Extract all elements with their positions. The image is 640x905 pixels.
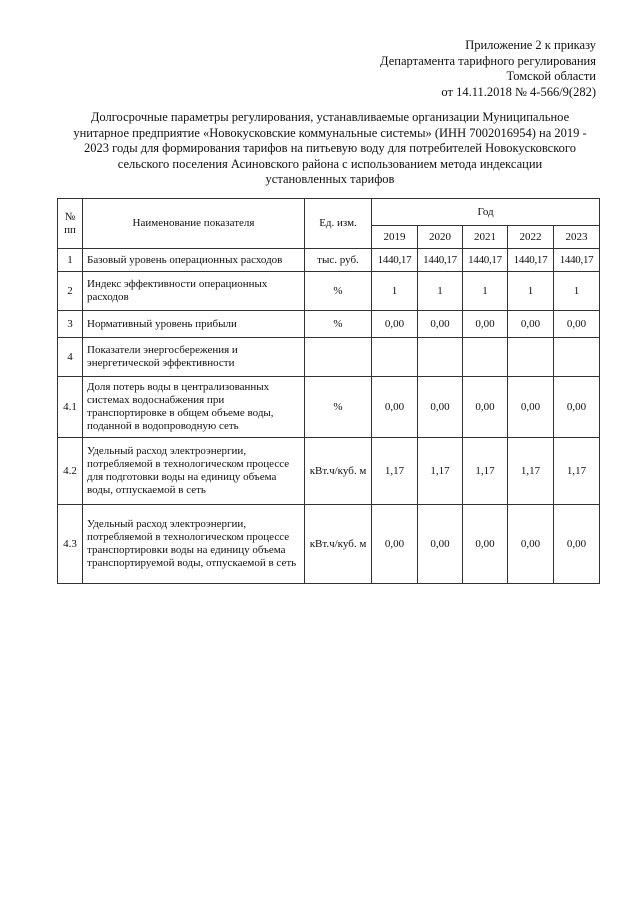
row-name: Удельный расход электроэнергии, потребляемой в технологическом процессе транспортировки воды на единицу объема транспортируемой воды, отпускаемой в сеть [83, 505, 305, 584]
row-name: Базовый уровень операционных расходов [83, 249, 305, 272]
row-value: 0,00 [508, 311, 554, 338]
row-value [418, 338, 463, 377]
header-unit: Ед. изм. [305, 199, 372, 249]
row-num: 4.3 [58, 505, 83, 584]
row-value: 1440,17 [372, 249, 418, 272]
row-value: 0,00 [463, 505, 508, 584]
table-row [58, 272, 600, 311]
row-value: 1 [372, 272, 418, 311]
appendix-line-1: Приложение 2 к приказу [465, 38, 596, 52]
row-name: Нормативный уровень прибыли [83, 311, 305, 338]
title-line-3: 2023 годы для формирования тарифов на питьевую воду для потребителей Новокусковского [84, 141, 576, 155]
row-value: 1 [554, 272, 600, 311]
title-line-2: унитарное предприятие «Новокусковские коммунальные системы» (ИНН 7002016954) на 2019 - [73, 125, 587, 140]
row-num: 3 [58, 311, 83, 338]
row-value: 1 [508, 272, 554, 311]
row-name: Показатели энергосбережения и энергетической эффективности [83, 338, 305, 377]
row-num: 4.1 [58, 377, 83, 438]
row-value [372, 338, 418, 377]
row-value: 1440,17 [508, 249, 554, 272]
row-value: 0,00 [372, 505, 418, 584]
table-row [58, 505, 600, 584]
row-value: 0,00 [554, 311, 600, 338]
row-value: 0,00 [508, 377, 554, 438]
row-value: 1 [463, 272, 508, 311]
header-year: Год [372, 199, 600, 226]
row-value: 1,17 [463, 438, 508, 505]
header-year-2020: 2020 [418, 226, 463, 249]
row-value: 0,00 [463, 377, 508, 438]
row-unit: кВт.ч/куб. м [305, 438, 372, 505]
title-line-5: установленных тарифов [265, 172, 395, 186]
row-value: 1 [418, 272, 463, 311]
table-row [58, 338, 600, 377]
row-unit [305, 338, 372, 377]
appendix-line-4: от 14.11.2018 № 4-566/9(282) [441, 84, 596, 99]
row-value: 1440,17 [554, 249, 600, 272]
row-value: 0,00 [372, 311, 418, 338]
row-name: Доля потерь воды в централизованных системах водоснабжения при транспортировке в общем объеме воды, поданной в водопроводную сеть [83, 377, 305, 438]
row-value: 0,00 [418, 377, 463, 438]
appendix-line-3: Томской области [506, 69, 596, 83]
header-year-2019: 2019 [372, 226, 418, 249]
row-name: Индекс эффективности операционных расходов [83, 272, 305, 311]
table-row [58, 249, 600, 272]
row-value: 1,17 [372, 438, 418, 505]
row-name: Удельный расход электроэнергии, потребляемой в технологическом процессе для подготовки воды на единицу объема воды, отпускаемой в сеть [83, 438, 305, 505]
row-value: 1440,17 [418, 249, 463, 272]
row-num: 2 [58, 272, 83, 311]
header-year-2022: 2022 [508, 226, 554, 249]
row-unit: кВт.ч/куб. м [305, 505, 372, 584]
appendix-line-2: Департамента тарифного регулирования [380, 53, 596, 68]
row-value: 0,00 [463, 311, 508, 338]
parameters-table [57, 198, 600, 584]
row-value: 0,00 [508, 505, 554, 584]
row-value: 0,00 [554, 505, 600, 584]
header-num: № пп [58, 199, 83, 249]
row-unit: % [305, 311, 372, 338]
table-header-row [58, 199, 600, 226]
row-value [554, 338, 600, 377]
row-value: 1,17 [508, 438, 554, 505]
row-unit: тыс. руб. [305, 249, 372, 272]
row-value [508, 338, 554, 377]
document-title [50, 110, 610, 188]
row-value [463, 338, 508, 377]
header-year-2021: 2021 [463, 226, 508, 249]
row-value: 1,17 [554, 438, 600, 505]
row-value: 0,00 [372, 377, 418, 438]
title-line-1: Долгосрочные параметры регулирования, устанавливаемые организации Муниципальное [90, 110, 570, 124]
row-num: 4 [58, 338, 83, 377]
row-value: 0,00 [418, 505, 463, 584]
table-row [58, 377, 600, 438]
row-unit: % [305, 272, 372, 311]
appendix-header [380, 38, 596, 100]
header-year-2023: 2023 [554, 226, 600, 249]
row-value: 0,00 [418, 311, 463, 338]
row-num: 1 [58, 249, 83, 272]
row-value: 1440,17 [463, 249, 508, 272]
title-line-4: сельского поселения Асиновского района с использованием метода индексации [117, 156, 543, 171]
row-value: 0,00 [554, 377, 600, 438]
table-row [58, 311, 600, 338]
row-value: 1,17 [418, 438, 463, 505]
row-unit: % [305, 377, 372, 438]
row-num: 4.2 [58, 438, 83, 505]
table-row [58, 438, 600, 505]
header-name: Наименование показателя [83, 199, 305, 249]
